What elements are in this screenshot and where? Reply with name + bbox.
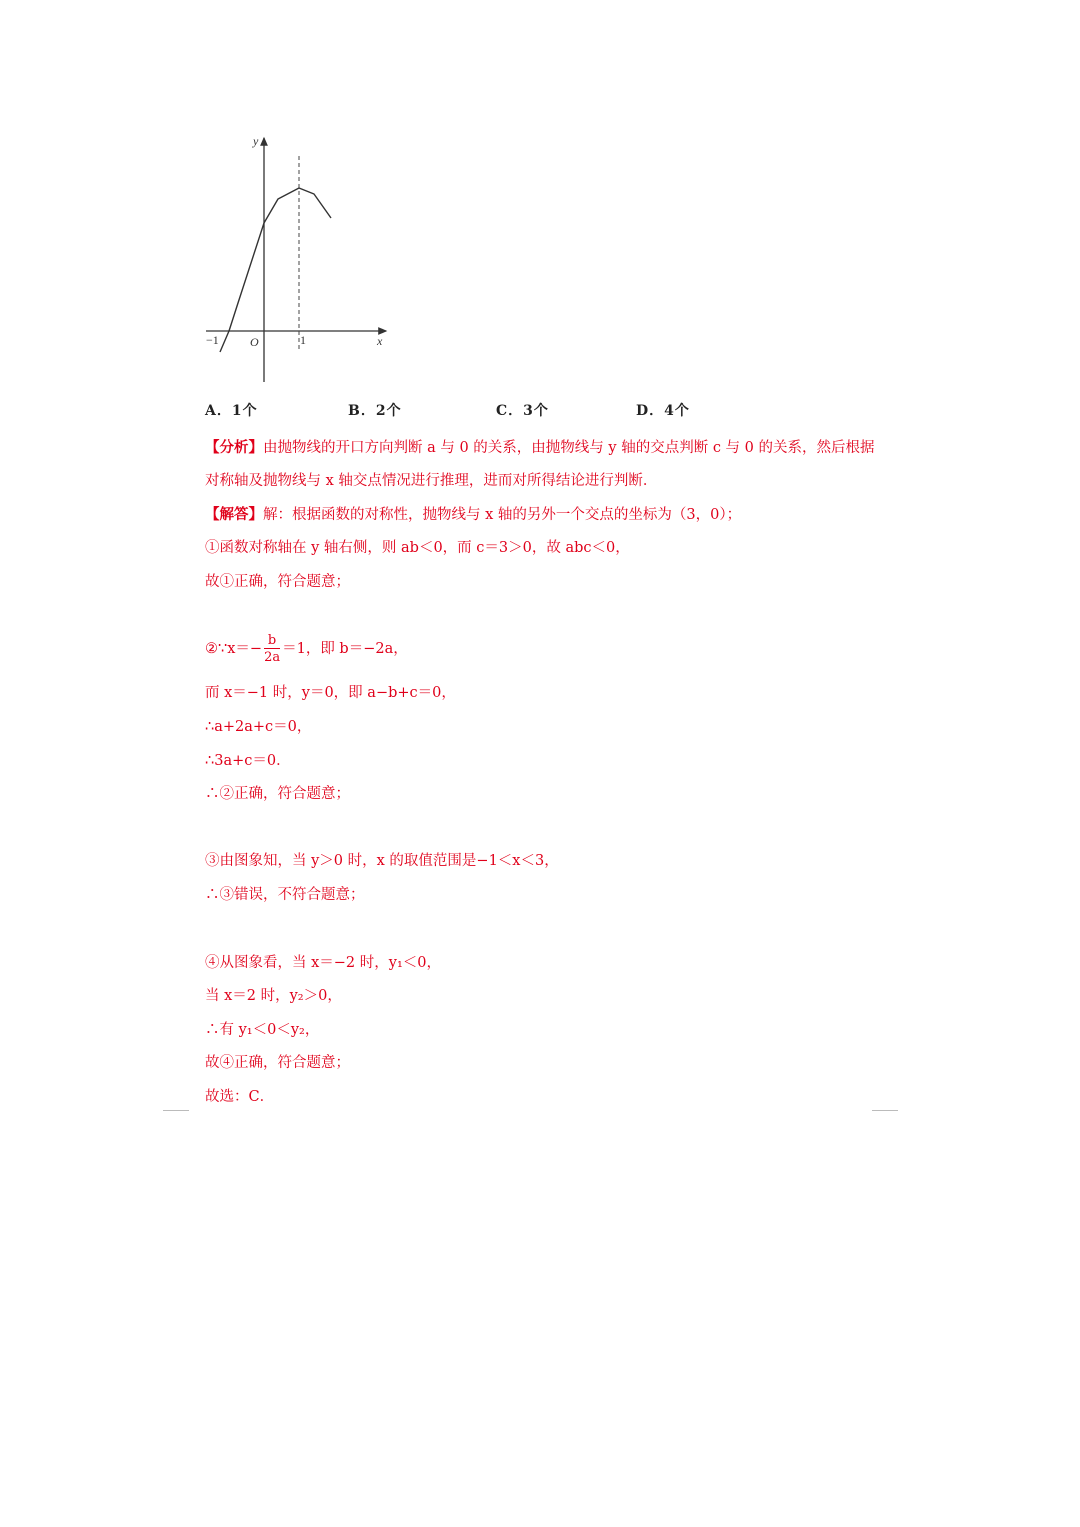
step-1a: ①函数对称轴在 y 轴右侧，则 ab＜0，而 c＝3＞0，故 abc＜0， <box>205 540 630 556</box>
choice-c: C．3个 <box>496 403 549 419</box>
step-2c: ∴a+2a+c＝0， <box>205 719 312 735</box>
step-4c: ∴有 y₁＜0＜y₂， <box>205 1022 320 1038</box>
parabola-graph <box>198 130 398 388</box>
step-1b: 故①正确，符合题意； <box>205 574 350 590</box>
answer-tag: 【解答】 <box>205 506 263 523</box>
step-4d: 故④正确，符合题意； <box>205 1055 350 1071</box>
choice-d: D．4个 <box>636 403 690 419</box>
fraction-b-over-2a: $\frac{b}{2a}$ <box>264 633 281 665</box>
step-2e: ∴②正确，符合题意； <box>205 786 350 802</box>
answer-choices <box>0 400 1080 422</box>
analysis-line-2: 对称轴及抛物线与 x 轴交点情况进行推理，进而对所得结论进行判断． <box>205 473 658 489</box>
final-answer: 故选：C． <box>205 1089 275 1105</box>
step-2b: 而 x＝−1 时，y＝0，即 a−b+c＝0， <box>205 685 456 701</box>
page-margin-mark-left <box>163 1110 189 1111</box>
one-label: 1 <box>300 333 306 347</box>
step-4b: 当 x＝2 时，y₂＞0， <box>205 988 342 1004</box>
neg-one-label: −1 <box>206 333 219 347</box>
page-margin-mark-right <box>872 1110 898 1111</box>
step-2d: ∴3a+c＝0． <box>205 753 291 769</box>
step-3a: ③由图象知，当 y＞0 时，x 的取值范围是−1＜x＜3， <box>205 853 559 869</box>
parabola-curve <box>220 188 331 352</box>
choice-a: A．1个 <box>205 403 258 419</box>
y-axis-label: y <box>253 134 259 148</box>
step-3b: ∴③错误，不符合题意； <box>205 887 365 903</box>
step-2a: ②∵x＝− $\frac{b}{2a}$ ＝1，即 b＝−2a， <box>205 633 408 665</box>
choice-b: B．2个 <box>348 403 402 419</box>
x-axis-label: x <box>377 334 383 348</box>
answer-intro: 【解答】解：根据函数的对称性，抛物线与 x 轴的另外一个交点的坐标为（3，0）； <box>205 506 742 523</box>
step-4a: ④从图象看，当 x＝−2 时，y₁＜0， <box>205 955 441 971</box>
analysis-line-1: 【分析】由抛物线的开口方向判断 a 与 0 的关系，由抛物线与 y 轴的交点判断 c 与 0 的关系，然后根据 <box>205 439 875 456</box>
analysis-tag: 【分析】 <box>205 439 263 456</box>
origin-label: O <box>250 335 259 349</box>
